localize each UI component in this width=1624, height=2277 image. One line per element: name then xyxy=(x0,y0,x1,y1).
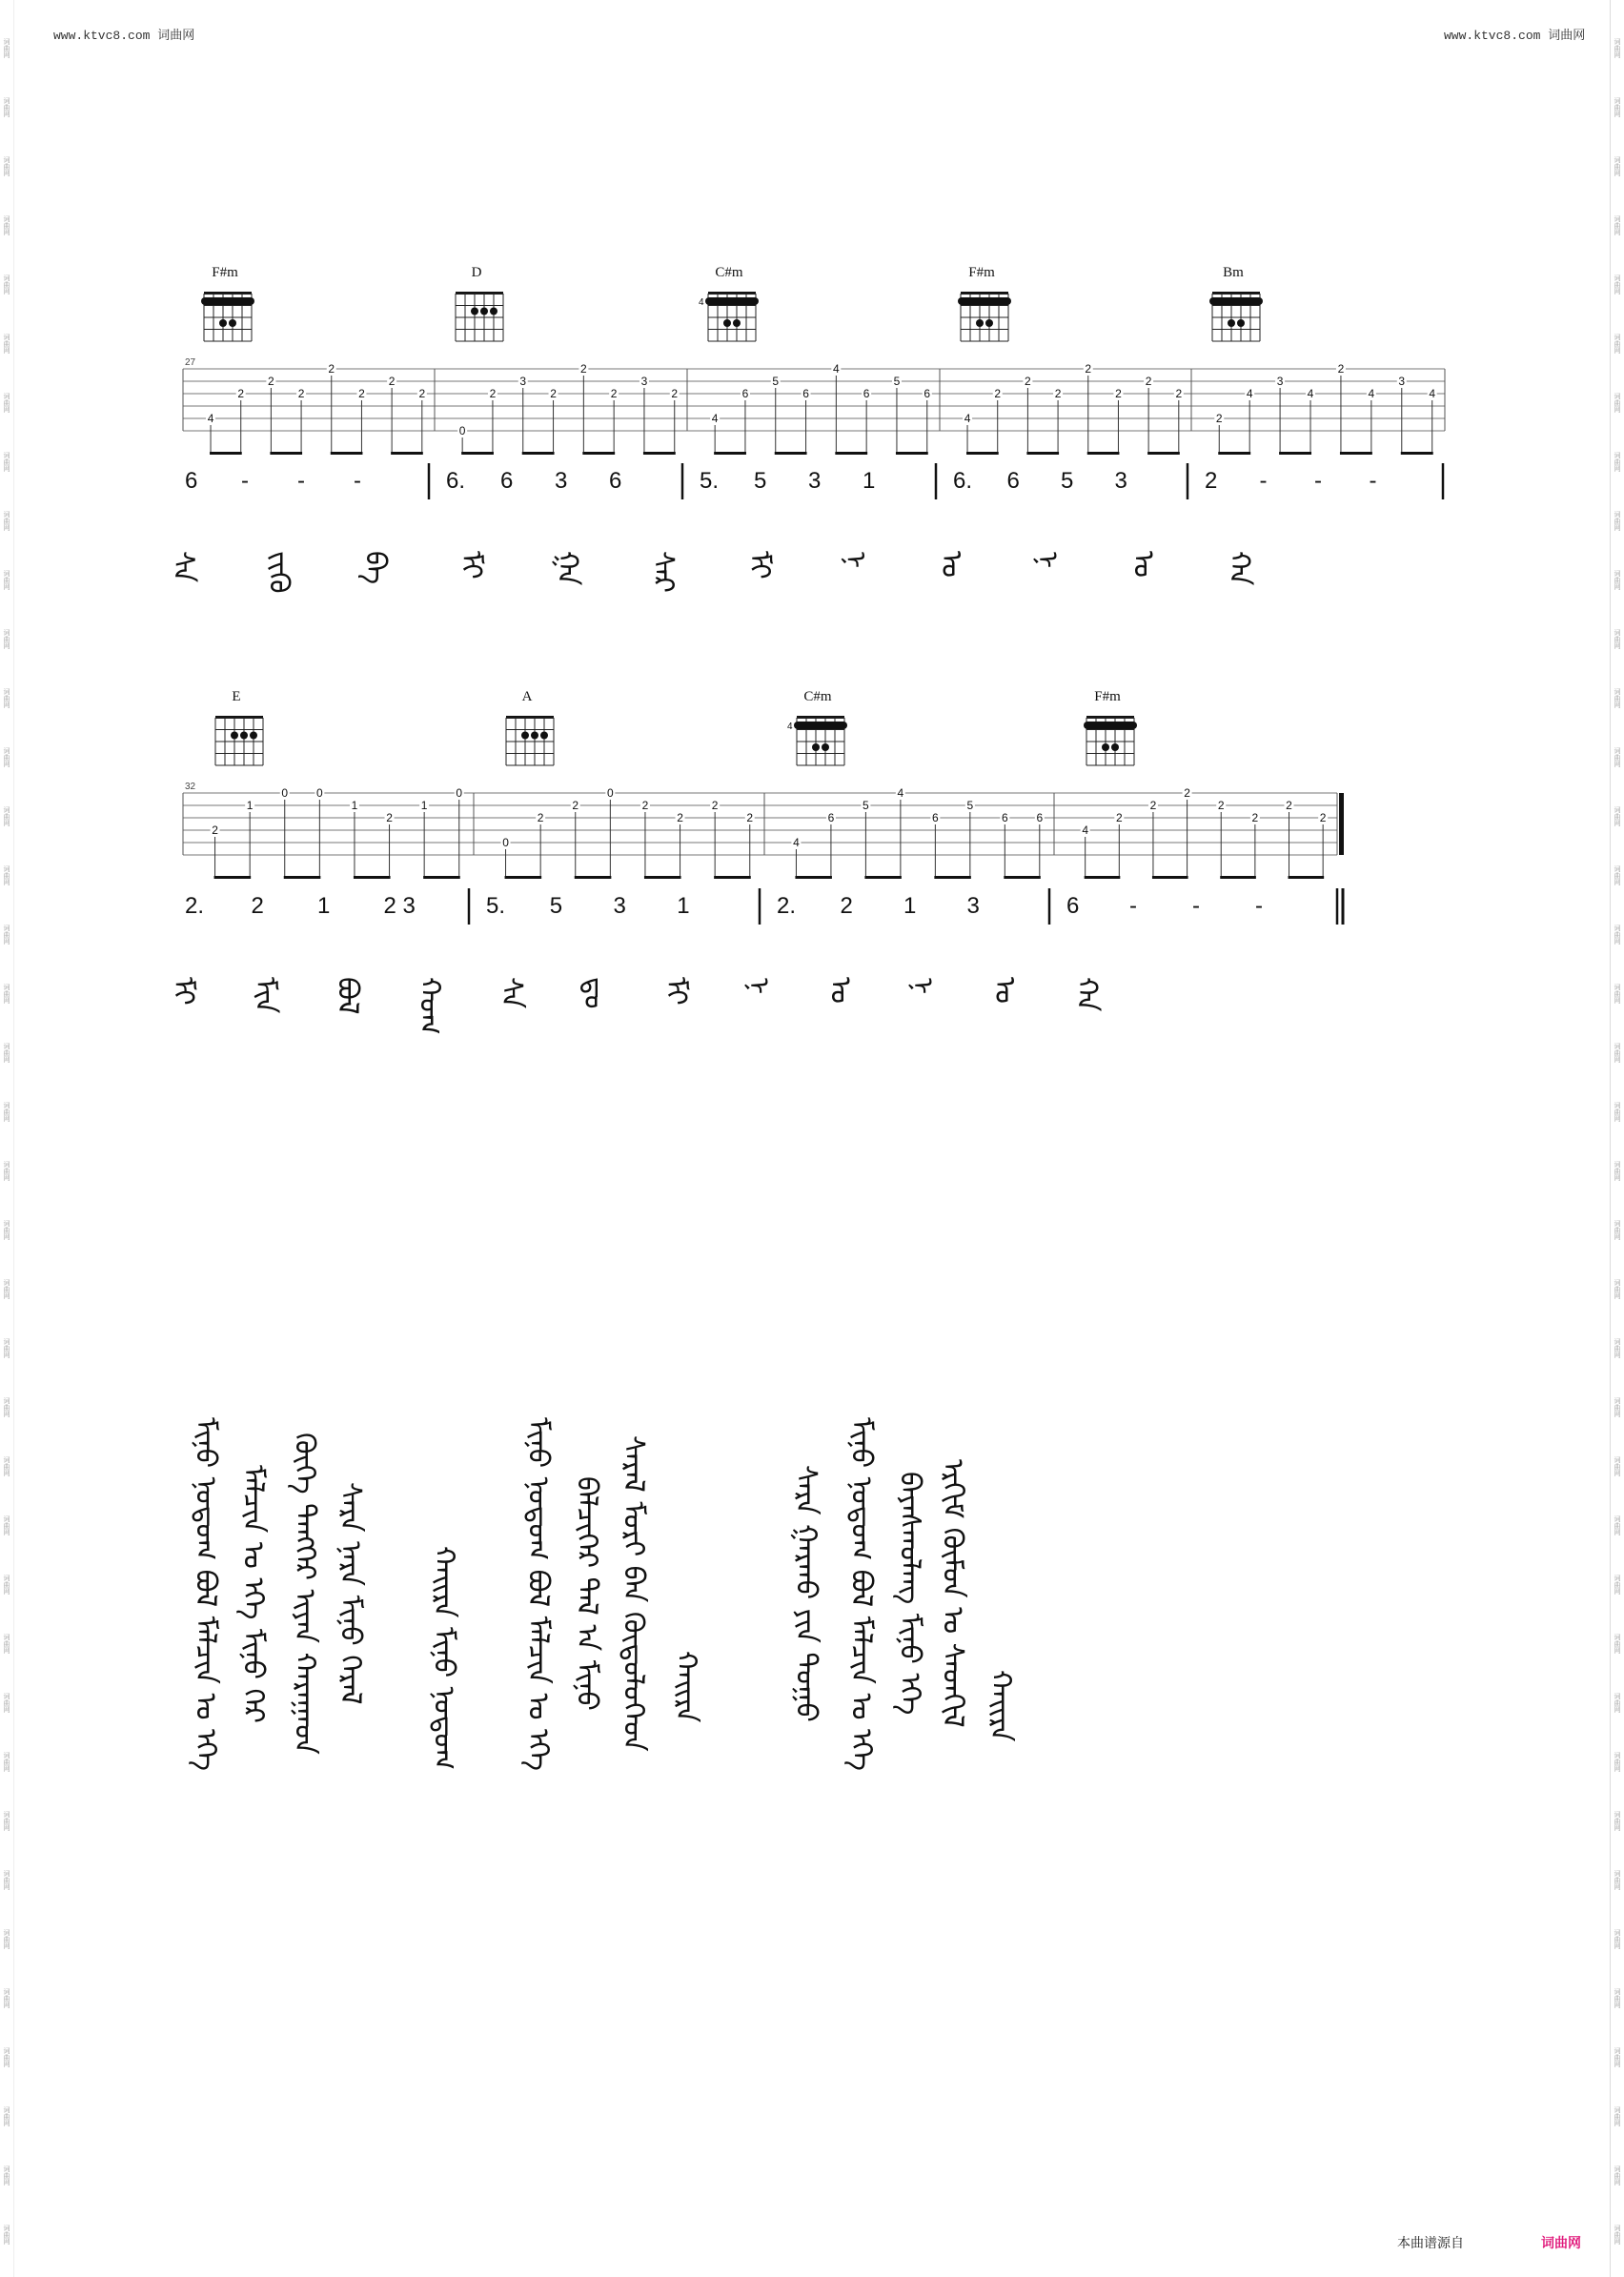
jianpu-note: - xyxy=(1192,893,1200,919)
chord-name: C#m xyxy=(803,689,832,704)
side-watermark-text: 词曲网 xyxy=(1614,2047,1621,2067)
chord-name: A xyxy=(521,689,533,704)
tab-fret-number: 2 xyxy=(1115,811,1123,824)
tab-fret-number: 2 xyxy=(994,387,1002,400)
side-watermark-text: 词曲网 xyxy=(3,1279,10,1299)
tab-fret-number: 2 xyxy=(418,387,426,400)
mongolian-lyric-syllable: ᠪᠠ xyxy=(357,551,392,585)
jianpu-note: - xyxy=(1259,468,1268,494)
side-watermark-text: 词曲网 xyxy=(1614,1515,1621,1535)
tab-fret-number: 2 xyxy=(711,799,719,812)
jianpu-note: 6 xyxy=(185,468,198,494)
tab-beam xyxy=(795,876,831,879)
tab-beam xyxy=(284,876,321,879)
header-left-url[interactable]: www.ktvc8.com xyxy=(53,29,151,43)
tab-fret-number: 3 xyxy=(1276,375,1284,388)
mongolian-lyric-syllable: ᠬᠠ xyxy=(1069,977,1104,1012)
jianpu-note: - xyxy=(297,468,305,494)
side-watermark-text: 词曲网 xyxy=(3,1752,10,1772)
tab-fret-number: 3 xyxy=(1398,375,1406,388)
jianpu-note: 5 xyxy=(754,468,767,494)
side-watermark-text: 词曲网 xyxy=(1614,452,1621,472)
lyrics-column: ᠮᠢᠨᠦ ᠨᠤᠲᠤᠭ ᠪᠣᠯ ᠮᠠᠯᠴᠢᠨ ᠤ ᠡᠬᠡ xyxy=(844,1416,878,1771)
tab-fret-number: 2 xyxy=(386,811,393,824)
lyrics-column: ᠬᠠᠢᠷᠠ ᠮᠢᠨᠦ ᠨᠤᠲᠤᠭ xyxy=(427,1546,460,1771)
mongolian-lyric-syllable: ᠬᠤᠭ xyxy=(413,977,447,1035)
side-watermark-text: 词曲网 xyxy=(3,2165,10,2186)
side-watermark-text: 词曲网 xyxy=(1614,2106,1621,2126)
side-watermark-text: 词曲网 xyxy=(3,865,10,885)
tab-fret-number: 2 xyxy=(297,387,305,400)
mongolian-lyric-syllable: ᠮᠢᠨ xyxy=(248,977,282,1014)
side-watermark-text: 词曲网 xyxy=(1614,806,1621,826)
chord-name: F#m xyxy=(1094,689,1121,704)
side-watermark-text: 词曲网 xyxy=(1614,1338,1621,1358)
tab-beam xyxy=(644,876,681,879)
tab-fret-number: 4 xyxy=(793,836,800,849)
side-watermark-text: 词曲网 xyxy=(3,1988,10,2008)
lyrics-column: ᠪᠠᠶᠠᠰᠬᠤᠯᠠᠩ ᠮᠢᠨᠦ ᠡᠬᠡ xyxy=(893,1472,926,1716)
side-watermark-text: 词曲网 xyxy=(1614,38,1621,58)
side-watermark-text: 词曲网 xyxy=(1614,1102,1621,1122)
chord-name: C#m xyxy=(715,265,743,280)
side-watermark-text: 词曲网 xyxy=(1614,1811,1621,1831)
mongolian-lyric-syllable: ᠬᠠ xyxy=(1222,551,1256,586)
side-watermark-text: 词曲网 xyxy=(3,688,10,708)
side-watermark-text: 词曲网 xyxy=(3,274,10,295)
side-watermark-text: 词曲网 xyxy=(3,38,10,58)
tab-fret-number: 6 xyxy=(827,811,835,824)
lyrics-column: ᠪᠡᠯᠴᠢᠭᠡᠷ ᠲᠠᠯ ᠠ ᠮᠢᠨᠦ xyxy=(570,1476,603,1711)
side-watermark-text: 词曲网 xyxy=(1614,511,1621,531)
lyrics-column: ᠮᠢᠨᠦ ᠨᠤᠲᠤᠭ ᠪᠣᠯ ᠮᠠᠯᠴᠢᠨ ᠤ ᠡᠬᠡ xyxy=(521,1416,555,1771)
side-watermark-text: 词曲网 xyxy=(3,2106,10,2126)
tab-beam xyxy=(423,876,460,879)
jianpu-note: 3 xyxy=(966,893,980,919)
side-watermark-text: 词曲网 xyxy=(3,2225,10,2245)
measure-number: 32 xyxy=(185,782,196,792)
chord-name: F#m xyxy=(968,265,995,280)
side-watermark-text: 词曲网 xyxy=(1614,688,1621,708)
side-watermark-text: 词曲网 xyxy=(1614,1929,1621,1949)
side-watermark-text: 词曲网 xyxy=(3,1811,10,1831)
side-watermark-text: 词曲网 xyxy=(3,1693,10,1713)
jianpu-note: 3 xyxy=(555,468,568,494)
tab-beam xyxy=(1220,876,1256,879)
mongolian-lyric-syllable: ᠰᠠ xyxy=(166,551,200,583)
side-watermark-text: 词曲网 xyxy=(3,747,10,767)
mongolian-lyric-syllable: ᠰᠠ xyxy=(495,977,529,1009)
jianpu-note: 6. xyxy=(953,468,973,494)
jianpu-note: - xyxy=(354,468,361,494)
tab-fret-number: 2 xyxy=(677,811,683,824)
mongolian-lyric-syllable: ᠨ xyxy=(838,551,872,569)
lyrics-column: ᠮᠢᠨᠦ ᠨᠤᠲᠤᠭ ᠪᠣᠯ ᠮᠠᠯᠴᠢᠨ ᠤ ᠡᠬᠡ xyxy=(189,1416,222,1771)
tab-fret-number: 2 xyxy=(237,387,245,400)
mongolian-lyric-syllable: ᠵᠢᠭᠦ xyxy=(262,551,296,594)
chord-name: E xyxy=(232,689,241,704)
tab-fret-number: 5 xyxy=(893,375,901,388)
tab-fret-number: 2 xyxy=(212,823,218,837)
jianpu-note: 1 xyxy=(317,893,331,919)
tab-fret-number: 2 xyxy=(268,375,274,388)
tab-fret-number: 2 xyxy=(1217,799,1225,812)
jianpu-note: 2 xyxy=(840,893,853,919)
tab-fret-number: 2 xyxy=(1286,799,1292,812)
side-watermark-text: 词曲网 xyxy=(1614,97,1621,117)
side-watermark-text: 词曲网 xyxy=(1614,2165,1621,2186)
side-watermark-text: 词曲网 xyxy=(1614,1220,1621,1240)
tab-fret-number: 2 xyxy=(1175,387,1183,400)
tab-fret-number: 2 xyxy=(489,387,497,400)
mongolian-lyric-syllable: ᠮᠢ xyxy=(741,551,776,579)
tab-fret-number: 6 xyxy=(1036,811,1044,824)
jianpu-note: - xyxy=(1129,893,1137,919)
mongolian-lyric-syllable: ᠨ xyxy=(1030,551,1065,569)
side-watermark-text: 词曲网 xyxy=(1614,1988,1621,2008)
side-watermark-text: 词曲网 xyxy=(3,1575,10,1595)
tab-fret-number: 3 xyxy=(519,375,527,388)
jianpu-note: 2 xyxy=(251,893,264,919)
jianpu-note: 5. xyxy=(486,893,506,919)
tab-fret-number: 0 xyxy=(316,786,323,800)
tab-fret-number: 4 xyxy=(1429,387,1436,400)
side-watermark-text: 词曲网 xyxy=(1614,1456,1621,1476)
tab-fret-number: 5 xyxy=(966,799,974,812)
side-watermark-text: 词曲网 xyxy=(3,1929,10,1949)
header-left-site-name[interactable]: 词曲网 xyxy=(157,29,195,43)
tab-fret-number: 2 xyxy=(1054,387,1062,400)
side-watermark-text: 词曲网 xyxy=(1614,1870,1621,1890)
side-watermark-text: 词曲网 xyxy=(3,806,10,826)
tab-fret-number: 2 xyxy=(328,362,335,376)
side-watermark-text: 词曲网 xyxy=(3,1870,10,1890)
chord-diagram xyxy=(215,689,263,765)
jianpu-note: - xyxy=(1314,468,1322,494)
tab-beam xyxy=(1004,876,1040,879)
tab-fret-number: 2 xyxy=(746,811,754,824)
side-watermark-text: 词曲网 xyxy=(3,1634,10,1654)
lyrics-column: ᠮᠠᠯᠴᠢᠨ ᠤ ᠡᠬᠡ ᠮᠢᠨᠦ ᠭᠡᠷ xyxy=(236,1464,270,1723)
mongolian-lyric-syllable: ᠨ xyxy=(905,977,940,995)
lyrics-column: ᠰᠠᠷᠠᠯ ᠮᠣᠷᠢ ᠪᠠᠨ ᠬᠥᠲᠦᠯᠦᠭᠡᠳ xyxy=(617,1435,650,1752)
side-watermark-text: 词曲网 xyxy=(1614,1279,1621,1299)
side-watermark-text: 词曲网 xyxy=(1614,1693,1621,1713)
side-watermark-text: 词曲网 xyxy=(3,215,10,235)
side-watermark-text: 词曲网 xyxy=(3,393,10,413)
tab-fret-number: 2 xyxy=(1184,786,1190,800)
side-watermark-text: 词曲网 xyxy=(3,570,10,590)
jianpu-note: 2 xyxy=(1205,468,1218,494)
mongolian-lyric-syllable: ᠣ xyxy=(987,977,1022,1004)
side-watermark-text: 词曲网 xyxy=(1614,570,1621,590)
jianpu-note: 1 xyxy=(863,468,876,494)
mongolian-lyric-syllable: ᠮᠢ xyxy=(659,977,693,1006)
jianpu-note: 6 xyxy=(500,468,514,494)
tab-fret-number: 2 xyxy=(1145,375,1152,388)
side-watermark-text: 词曲网 xyxy=(1614,1752,1621,1772)
tab-beam xyxy=(714,876,751,879)
jianpu-note: - xyxy=(1369,468,1377,494)
tab-fret-number: 2 xyxy=(1319,811,1327,824)
tab-fret-number: 2 xyxy=(580,362,587,376)
side-watermark-text: 词曲网 xyxy=(1614,2225,1621,2245)
header-right-site-name[interactable]: 词曲网 xyxy=(1548,29,1586,43)
mongolian-lyric-syllable: ᠮᠢ xyxy=(454,551,488,579)
lyrics-column: ᠬᠠᠢᠷᠠ xyxy=(669,1651,702,1723)
tab-beam xyxy=(354,876,391,879)
tab-fret-number: 2 xyxy=(641,799,649,812)
mongolian-lyric-syllable: ᠭᠠ xyxy=(550,551,584,586)
chord-name: F#m xyxy=(212,265,238,280)
lyrics-column: ᠰᠠᠷᠠ ᠨᠠᠷᠠ ᠮᠢᠨᠦ ᠭᠡᠷᠡᠯ xyxy=(334,1482,367,1705)
tab-beam xyxy=(1289,876,1325,879)
jianpu-note: - xyxy=(241,468,249,494)
side-watermark-text: 词曲网 xyxy=(1614,629,1621,649)
jianpu-note: 6. xyxy=(446,468,466,494)
chord-diagram xyxy=(787,689,847,765)
side-watermark-text: 词曲网 xyxy=(3,629,10,649)
tab-fret-number: 4 xyxy=(833,362,840,376)
jianpu-note: 6 xyxy=(1006,468,1020,494)
side-watermark-text: 词曲网 xyxy=(3,156,10,176)
side-watermark-text: 词曲网 xyxy=(1614,984,1621,1004)
tab-fret-number: 2 xyxy=(1025,375,1031,388)
mongolian-lyric-syllable: ᠳᠤ xyxy=(577,977,611,1009)
chord-diagram xyxy=(1084,689,1137,765)
lyrics-column: ᠰᠠᠷᠠ ᠭᠠᠷᠬᠤ ᠶᠢᠨ ᠳᠤᠭᠤ xyxy=(789,1465,822,1722)
side-watermark-text: 词曲网 xyxy=(3,1043,10,1063)
side-watermark-text: 词曲网 xyxy=(1614,1575,1621,1595)
tab-fret-number: 1 xyxy=(246,799,254,812)
jianpu-note: 6 xyxy=(1066,893,1080,919)
side-watermark-text: 词曲网 xyxy=(1614,393,1621,413)
side-watermark-text: 词曲网 xyxy=(3,334,10,354)
tab-beam xyxy=(505,876,542,879)
jianpu-note: 2. xyxy=(185,893,205,919)
tab-fret-number: 2 xyxy=(1215,412,1223,425)
tab-beam xyxy=(1085,876,1121,879)
tab-fret-number: 5 xyxy=(772,375,780,388)
tab-fret-number: 2 xyxy=(1251,811,1259,824)
side-watermark-text: 词曲网 xyxy=(3,97,10,117)
jianpu-note: 5. xyxy=(700,468,720,494)
tab-beam xyxy=(214,876,252,879)
jianpu-note: 6 xyxy=(609,468,622,494)
tab-fret-number: 1 xyxy=(420,799,428,812)
side-watermark-text: 词曲网 xyxy=(1614,1161,1621,1181)
jianpu-note: 3 xyxy=(613,893,626,919)
side-watermark-text: 词曲网 xyxy=(1614,1397,1621,1417)
chord-name: D xyxy=(471,265,482,280)
tab-beam xyxy=(1152,876,1188,879)
tab-beam xyxy=(575,876,612,879)
side-watermark-text: 词曲网 xyxy=(1614,1634,1621,1654)
tab-fret-number: 2 xyxy=(358,387,365,400)
chord-name: Bm xyxy=(1223,265,1244,280)
jianpu-note: 3 xyxy=(808,468,822,494)
tab-fret-number: 4 xyxy=(711,412,719,425)
side-watermark-text: 词曲网 xyxy=(3,1456,10,1476)
tab-fret-number: 2 xyxy=(537,811,544,824)
mongolian-lyric-syllable: ᠣ xyxy=(822,977,857,1004)
tab-fret-number: 2 xyxy=(1115,387,1122,400)
tab-fret-number: 6 xyxy=(863,387,870,400)
tab-fret-number: 2 xyxy=(388,375,396,388)
side-watermark-text: 词曲网 xyxy=(1614,747,1621,767)
side-watermark-text: 词曲网 xyxy=(1614,925,1621,945)
lyrics-column: ᠡᠷᠬᠢᠮ ᠬᠦᠮᠦᠨ ᠤ ᠰᠡᠳᠬᠢᠯ xyxy=(936,1459,969,1728)
jianpu-note: 2 3 xyxy=(383,893,416,919)
tab-fret-number: 4 xyxy=(1307,387,1314,400)
tab-fret-number: 6 xyxy=(802,387,809,400)
jianpu-note: - xyxy=(1255,893,1263,919)
mongolian-lyric-syllable: ᠪᠣᠯ xyxy=(330,977,364,1015)
tab-fret-number: 4 xyxy=(1368,387,1375,400)
tab-fret-number: 2 xyxy=(1085,362,1092,376)
side-watermark-text: 词曲网 xyxy=(1614,156,1621,176)
lyrics-column: ᠬᠠᠢᠷᠠ xyxy=(984,1670,1017,1742)
tab-fret-number: 0 xyxy=(502,836,509,849)
side-watermark-text: 词曲网 xyxy=(3,2047,10,2067)
tab-fret-number: 4 xyxy=(897,786,904,800)
chord-diagram xyxy=(506,689,554,765)
chord-fret-marker: 4 xyxy=(787,722,793,732)
tab-fret-number: 6 xyxy=(924,387,931,400)
tab-fret-number: 0 xyxy=(458,424,466,437)
tab-fret-number: 0 xyxy=(281,786,289,800)
tab-fret-number: 2 xyxy=(610,387,618,400)
side-watermark-text: 词曲网 xyxy=(1614,1043,1621,1063)
tab-fret-number: 4 xyxy=(964,412,971,425)
footer-source-label: 本曲谱源自 xyxy=(1397,2236,1464,2251)
tab-fret-number: 2 xyxy=(1337,362,1345,376)
jianpu-note: 1 xyxy=(677,893,690,919)
tab-fret-number: 4 xyxy=(1246,387,1253,400)
mongolian-lyric-syllable: ᠰᠠᠷ xyxy=(646,551,680,593)
mongolian-lyric-syllable: ᠨ xyxy=(741,977,775,995)
tab-staff-2 xyxy=(0,0,1624,1082)
tab-fret-number: 6 xyxy=(1001,811,1008,824)
tab-fret-number: 4 xyxy=(207,412,214,425)
side-watermark-text: 词曲网 xyxy=(1614,334,1621,354)
tab-fret-number: 5 xyxy=(863,799,869,812)
side-watermark-text: 词曲网 xyxy=(3,1515,10,1535)
tab-beam xyxy=(934,876,970,879)
jianpu-note: 3 xyxy=(1114,468,1127,494)
side-watermark-text: 词曲网 xyxy=(3,1102,10,1122)
side-watermark-text: 词曲网 xyxy=(3,1220,10,1240)
jianpu-note: 5 xyxy=(1061,468,1074,494)
tab-final-barline xyxy=(1339,793,1344,855)
mongolian-lyric-syllable: ᠣ xyxy=(934,551,968,578)
tab-beam xyxy=(864,876,901,879)
side-watermark-text: 词曲网 xyxy=(3,452,10,472)
side-watermark-text: 词曲网 xyxy=(1614,215,1621,235)
side-watermark-text: 词曲网 xyxy=(1614,274,1621,295)
mongolian-lyric-syllable: ᠮᠢ xyxy=(166,977,200,1006)
side-watermark-text: 词曲网 xyxy=(3,1161,10,1181)
jianpu-note: 1 xyxy=(903,893,917,919)
mongolian-lyric-syllable: ᠣ xyxy=(1126,551,1160,578)
side-watermark-text: 词曲网 xyxy=(3,984,10,1004)
tab-fret-number: 2 xyxy=(1149,799,1157,812)
lyrics-column: ᠬᠦᠬᠡ ᠲᠡᠩᠭᠡᠷ ᠢᠶᠡᠨ ᠬᠠᠷᠠᠭᠠᠳ xyxy=(288,1433,321,1755)
side-watermark-text: 词曲网 xyxy=(1614,865,1621,885)
measure-number: 27 xyxy=(185,357,196,368)
tab-fret-number: 1 xyxy=(351,799,358,812)
jianpu-note: 2. xyxy=(777,893,797,919)
header-right-url[interactable]: www.ktvc8.com xyxy=(1444,29,1541,43)
tab-fret-number: 4 xyxy=(1082,823,1089,837)
chord-fret-marker: 4 xyxy=(699,297,704,308)
tab-fret-number: 6 xyxy=(741,387,749,400)
side-watermark-text: 词曲网 xyxy=(3,925,10,945)
tab-fret-number: 0 xyxy=(607,786,614,800)
side-watermark-text: 词曲网 xyxy=(3,511,10,531)
tab-fret-number: 2 xyxy=(671,387,679,400)
footer-brand-link[interactable]: 词曲网 xyxy=(1541,2236,1581,2251)
tab-fret-number: 2 xyxy=(572,799,579,812)
tab-fret-number: 3 xyxy=(640,375,648,388)
tab-fret-number: 6 xyxy=(932,811,939,824)
tab-fret-number: 2 xyxy=(550,387,557,400)
side-watermark-text: 词曲网 xyxy=(3,1338,10,1358)
jianpu-note: 5 xyxy=(549,893,563,919)
side-watermark-text: 词曲网 xyxy=(3,1397,10,1417)
tab-fret-number: 0 xyxy=(456,786,463,800)
